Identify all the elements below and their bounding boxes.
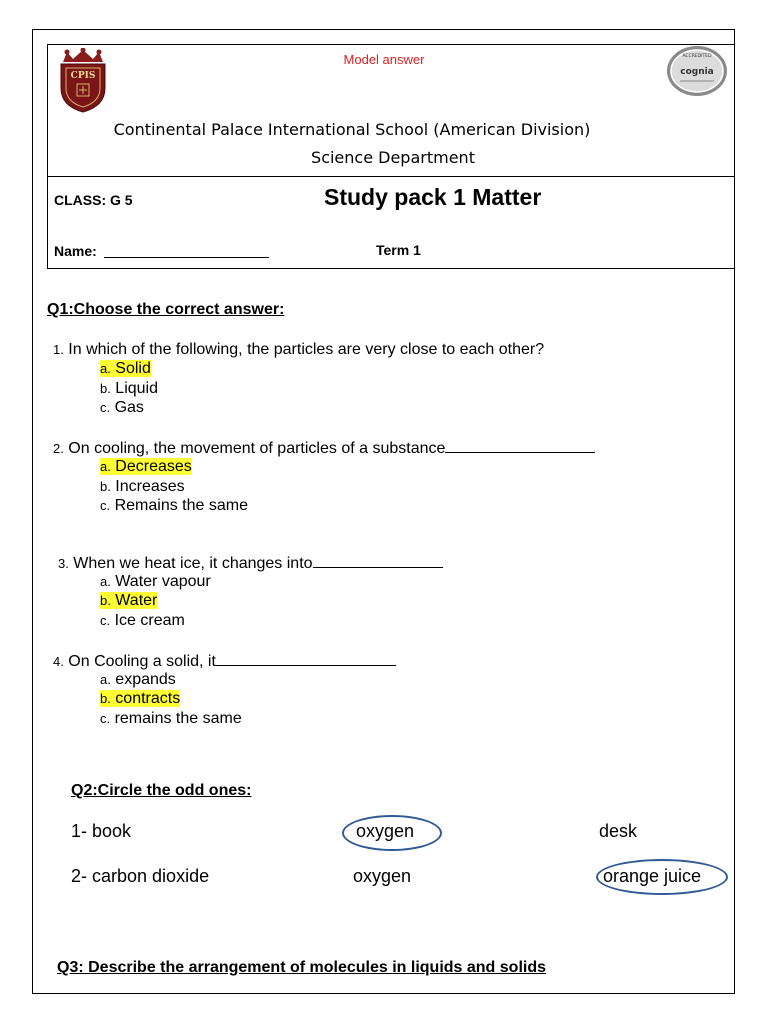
term-label: Term 1 [376,242,421,258]
q1-item-1-option-c: c. Gas [100,399,144,416]
q1-item-2-option-b: b. Increases [100,478,185,495]
answer-blank[interactable] [445,438,595,453]
q1-item-3-option-b: b. Water [100,592,158,609]
q2-heading: Q2:Circle the odd ones: [71,782,252,799]
name-label: Name: [54,243,97,259]
q1-item-1-option-b: b. Liquid [100,380,158,397]
q1-item-3-option-c: c. Ice cream [100,612,185,629]
header-divider [47,176,735,177]
logo-initials: CPIS [70,71,96,81]
q2-row-2-item-3[interactable]: orange juice [603,866,702,886]
department-name: Science Department [311,148,475,167]
badge-top-text: ACCREDITED [682,54,712,59]
q1-item-4-option-b: b. contracts [100,690,181,707]
q1-item-1-question [53,341,544,359]
q1-item-4-option-a: a. expands [100,671,176,688]
answer-blank[interactable] [313,553,443,568]
answer-blank[interactable] [216,651,396,666]
q1-item-3-option-a: a. Water vapour [100,573,211,590]
q2-row-1-item-2[interactable]: oxygen [356,821,415,841]
q2-row-2-item-2[interactable]: oxygen [353,866,412,886]
q1-item-4-option-c: c. remains the same [100,710,242,727]
q3-heading: Q3: Describe the arrangement of molecules in liquids and solids [57,959,547,976]
q2-row-1-item-1: 1- book [71,821,132,841]
q1-item-1-option-a: a. Solid [100,360,151,377]
page-title: Study pack 1 Matter [324,184,542,210]
school-name: Continental Palace International School (American Division) [113,120,591,139]
q1-item-2-question: 2. On cooling, the movement of particles of a substance [53,438,595,458]
q2-row-2-item-1: 2- carbon dioxide [71,866,210,886]
q1-item-4-question: 4. On Cooling a solid, it [53,651,396,671]
question-text: In which of the following, the particles are very close to each other? [68,341,545,358]
model-answer-label: Model answer [343,52,425,67]
badge-brand-text: cognia [680,67,714,77]
q1-item-3-question: 3. When we heat ice, it changes into [58,553,443,573]
q1-item-2-option-c: c. Remains the same [100,497,248,514]
q1-item-2-option-a: a. Decreases [100,458,192,475]
name-blank-line[interactable] [104,257,269,258]
question-number: 1. [53,342,64,357]
class-label: CLASS: G 5 [54,192,133,208]
q2-row-1-item-3[interactable]: desk [599,821,638,841]
q1-heading: Q1:Choose the correct answer: [47,301,285,318]
